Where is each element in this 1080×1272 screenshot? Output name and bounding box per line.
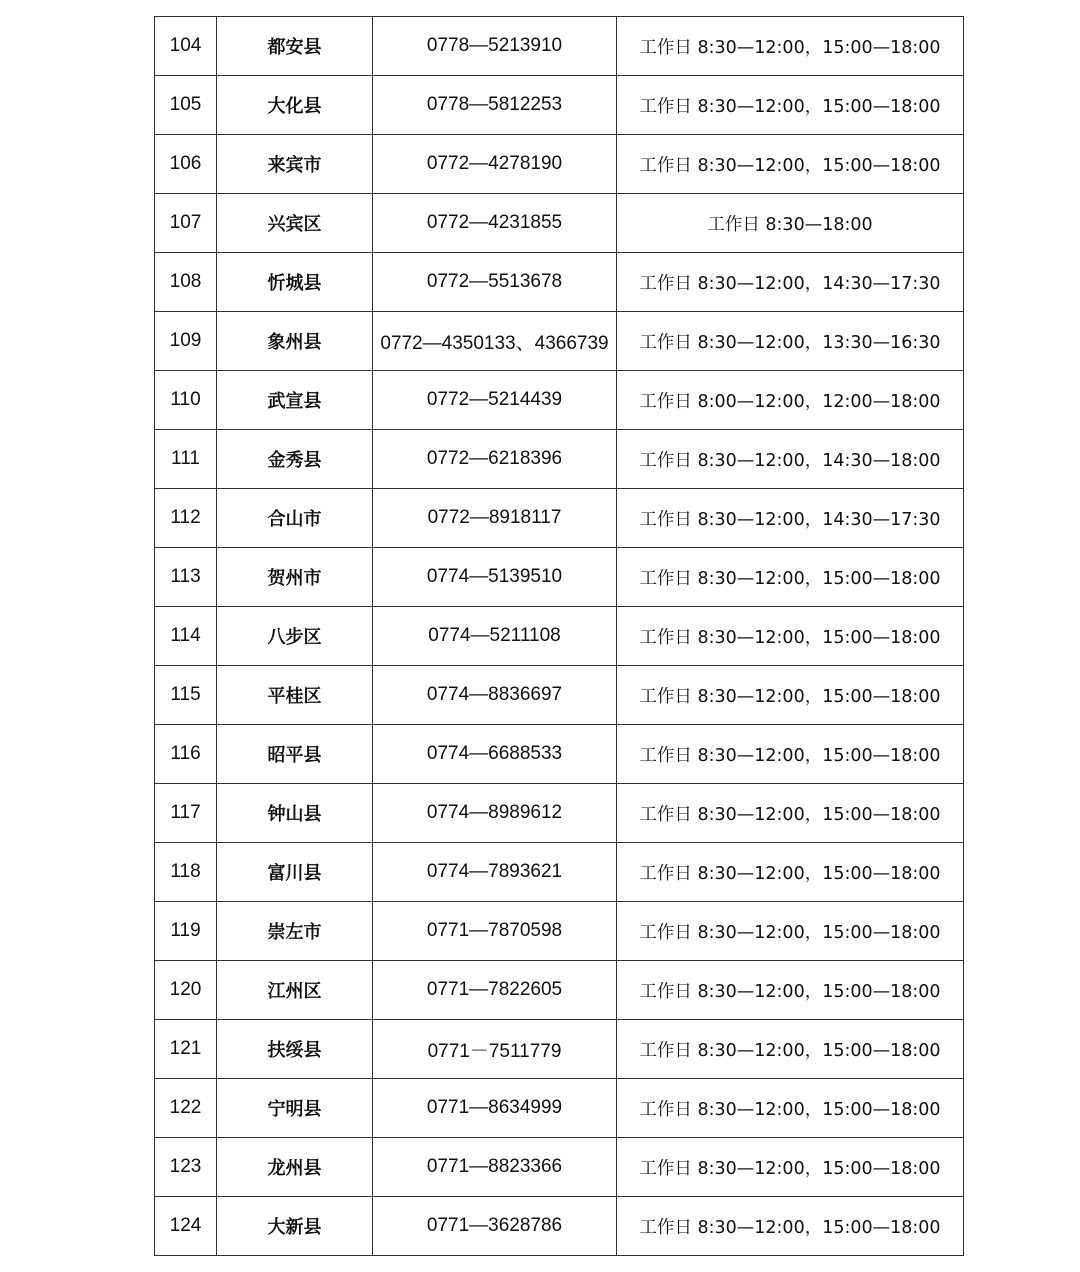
row-number: 113 bbox=[155, 548, 217, 607]
office-hours: 工作日 8:30—12:00，15:00—18:00 bbox=[617, 1079, 964, 1138]
region-name: 来宾市 bbox=[217, 135, 373, 194]
office-hours: 工作日 8:30—12:00，15:00—18:00 bbox=[617, 666, 964, 725]
row-number: 124 bbox=[155, 1197, 217, 1256]
row-number: 121 bbox=[155, 1020, 217, 1079]
table-row bbox=[155, 371, 964, 430]
table-row bbox=[155, 548, 964, 607]
region-name: 八步区 bbox=[217, 607, 373, 666]
row-number: 111 bbox=[155, 430, 217, 489]
region-name: 忻城县 bbox=[217, 253, 373, 312]
table-row bbox=[155, 1020, 964, 1079]
row-number: 110 bbox=[155, 371, 217, 430]
table-row bbox=[155, 1138, 964, 1197]
office-hours: 工作日 8:30—12:00，14:30—17:30 bbox=[617, 253, 964, 312]
region-name: 扶绥县 bbox=[217, 1020, 373, 1079]
office-hours: 工作日 8:30—18:00 bbox=[617, 194, 964, 253]
phone-number: 0772—5513678 bbox=[373, 253, 617, 312]
table-row bbox=[155, 135, 964, 194]
row-number: 116 bbox=[155, 725, 217, 784]
region-name: 都安县 bbox=[217, 17, 373, 76]
table-row bbox=[155, 17, 964, 76]
office-hours: 工作日 8:30—12:00，15:00—18:00 bbox=[617, 1197, 964, 1256]
phone-number: 0774—5211108 bbox=[373, 607, 617, 666]
row-number: 109 bbox=[155, 312, 217, 371]
phone-number: 0774—8989612 bbox=[373, 784, 617, 843]
office-hours: 工作日 8:30—12:00，15:00—18:00 bbox=[617, 902, 964, 961]
table-row bbox=[155, 76, 964, 135]
table-row bbox=[155, 1197, 964, 1256]
phone-number: 0771—7870598 bbox=[373, 902, 617, 961]
table-row bbox=[155, 961, 964, 1020]
row-number: 104 bbox=[155, 17, 217, 76]
region-name: 武宣县 bbox=[217, 371, 373, 430]
phone-number: 0772—8918117 bbox=[373, 489, 617, 548]
row-number: 117 bbox=[155, 784, 217, 843]
phone-number: 0771－7511779 bbox=[373, 1020, 617, 1079]
phone-number: 0774—6688533 bbox=[373, 725, 617, 784]
phone-number: 0771—8823366 bbox=[373, 1138, 617, 1197]
phone-number: 0772—5214439 bbox=[373, 371, 617, 430]
office-hours: 工作日 8:30—12:00，15:00—18:00 bbox=[617, 1020, 964, 1079]
region-name: 平桂区 bbox=[217, 666, 373, 725]
region-name: 龙州县 bbox=[217, 1138, 373, 1197]
office-hours: 工作日 8:30—12:00，14:30—18:00 bbox=[617, 430, 964, 489]
table-row bbox=[155, 666, 964, 725]
office-hours: 工作日 8:30—12:00，15:00—18:00 bbox=[617, 607, 964, 666]
office-hours: 工作日 8:30—12:00，15:00—18:00 bbox=[617, 725, 964, 784]
contact-table-body bbox=[155, 17, 964, 1256]
contact-table bbox=[154, 16, 964, 1256]
phone-number: 0778—5213910 bbox=[373, 17, 617, 76]
row-number: 123 bbox=[155, 1138, 217, 1197]
row-number: 106 bbox=[155, 135, 217, 194]
row-number: 114 bbox=[155, 607, 217, 666]
table-row bbox=[155, 489, 964, 548]
phone-number: 0774—5139510 bbox=[373, 548, 617, 607]
region-name: 昭平县 bbox=[217, 725, 373, 784]
phone-number: 0772—4231855 bbox=[373, 194, 617, 253]
phone-number: 0772—6218396 bbox=[373, 430, 617, 489]
contact-table-container bbox=[154, 16, 963, 1256]
phone-number: 0772—4278190 bbox=[373, 135, 617, 194]
table-row bbox=[155, 725, 964, 784]
phone-number: 0771—7822605 bbox=[373, 961, 617, 1020]
office-hours: 工作日 8:30—12:00，15:00—18:00 bbox=[617, 17, 964, 76]
table-row bbox=[155, 194, 964, 253]
region-name: 大新县 bbox=[217, 1197, 373, 1256]
row-number: 120 bbox=[155, 961, 217, 1020]
table-row bbox=[155, 607, 964, 666]
row-number: 115 bbox=[155, 666, 217, 725]
region-name: 崇左市 bbox=[217, 902, 373, 961]
table-row bbox=[155, 253, 964, 312]
row-number: 119 bbox=[155, 902, 217, 961]
phone-number: 0778—5812253 bbox=[373, 76, 617, 135]
row-number: 105 bbox=[155, 76, 217, 135]
region-name: 江州区 bbox=[217, 961, 373, 1020]
table-row bbox=[155, 1079, 964, 1138]
office-hours: 工作日 8:30—12:00，14:30—17:30 bbox=[617, 489, 964, 548]
phone-number: 0771—3628786 bbox=[373, 1197, 617, 1256]
region-name: 合山市 bbox=[217, 489, 373, 548]
table-row bbox=[155, 843, 964, 902]
office-hours: 工作日 8:30—12:00，15:00—18:00 bbox=[617, 135, 964, 194]
office-hours: 工作日 8:30—12:00，15:00—18:00 bbox=[617, 843, 964, 902]
region-name: 兴宾区 bbox=[217, 194, 373, 253]
region-name: 金秀县 bbox=[217, 430, 373, 489]
table-row bbox=[155, 784, 964, 843]
office-hours: 工作日 8:30—12:00，15:00—18:00 bbox=[617, 548, 964, 607]
region-name: 钟山县 bbox=[217, 784, 373, 843]
office-hours: 工作日 8:30—12:00，15:00—18:00 bbox=[617, 76, 964, 135]
office-hours: 工作日 8:00—12:00，12:00—18:00 bbox=[617, 371, 964, 430]
office-hours: 工作日 8:30—12:00，15:00—18:00 bbox=[617, 1138, 964, 1197]
phone-number: 0774—7893621 bbox=[373, 843, 617, 902]
row-number: 118 bbox=[155, 843, 217, 902]
office-hours: 工作日 8:30—12:00，15:00—18:00 bbox=[617, 961, 964, 1020]
office-hours: 工作日 8:30—12:00，15:00—18:00 bbox=[617, 784, 964, 843]
region-name: 贺州市 bbox=[217, 548, 373, 607]
row-number: 107 bbox=[155, 194, 217, 253]
table-row bbox=[155, 312, 964, 371]
table-row bbox=[155, 902, 964, 961]
phone-number: 0771—8634999 bbox=[373, 1079, 617, 1138]
row-number: 122 bbox=[155, 1079, 217, 1138]
phone-number: 0774—8836697 bbox=[373, 666, 617, 725]
region-name: 象州县 bbox=[217, 312, 373, 371]
table-row bbox=[155, 430, 964, 489]
row-number: 112 bbox=[155, 489, 217, 548]
region-name: 宁明县 bbox=[217, 1079, 373, 1138]
row-number: 108 bbox=[155, 253, 217, 312]
region-name: 富川县 bbox=[217, 843, 373, 902]
office-hours: 工作日 8:30—12:00，13:30—16:30 bbox=[617, 312, 964, 371]
region-name: 大化县 bbox=[217, 76, 373, 135]
phone-number: 0772—4350133、4366739 bbox=[373, 312, 617, 371]
